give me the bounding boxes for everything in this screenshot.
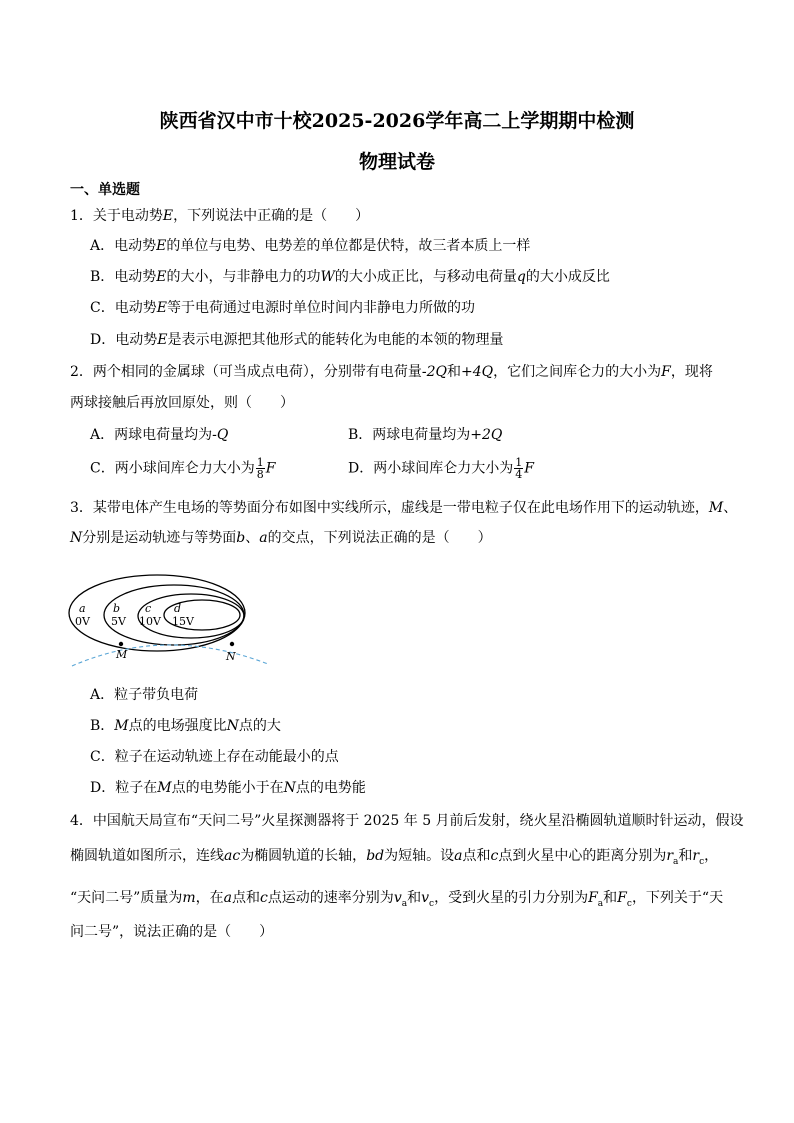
q4-l2-end: ， <box>704 848 719 864</box>
q2-c-num: 1 <box>256 456 264 469</box>
q2-d-fraction <box>514 457 523 480</box>
q2-c-fraction <box>256 457 265 480</box>
q4-l3-and: 和 <box>407 890 422 906</box>
q3-option-c[interactable]: C．粒子在运动轨迹上存在动能最小的点 <box>90 749 339 765</box>
q4-l2-mid4: 点到火星中心的距离分别为 <box>498 848 667 864</box>
q3-option-a[interactable]: A．粒子带负电荷 <box>90 687 199 703</box>
q4-l2-c: c <box>490 848 499 864</box>
q1-b-var2: W <box>320 269 335 285</box>
q3-b-mid: 点的电场强度比 <box>128 718 227 734</box>
q3-d-end: 点的电势能 <box>295 780 366 796</box>
q3-l2-end: 的交点，下列说法正确的是（ ） <box>267 530 492 546</box>
label-b: b <box>113 602 121 615</box>
q2-l1-end: ，现将 <box>670 364 713 380</box>
q1-stem-text: 1．关于电动势 <box>70 208 163 224</box>
q2-b-val: +2Q <box>470 427 503 443</box>
q2-d-num: 1 <box>515 456 523 469</box>
q4-l3-vc: v <box>421 890 430 906</box>
q3-l2-N: N <box>70 530 83 546</box>
q3-l1-sep: 、 <box>723 500 738 516</box>
q4-l3-a: a <box>223 890 232 906</box>
q4-l2-ra: r <box>666 848 674 864</box>
point-M-dot <box>119 642 123 646</box>
q2-option-b[interactable] <box>348 425 502 445</box>
q1-a-end: 的单位与电势、电势差的单位都是伏特，故三者本质上一样 <box>166 238 531 254</box>
q3-stem-line1 <box>70 498 737 518</box>
q4-l3-vc-sub: c <box>429 898 435 909</box>
q3-l2-b: b <box>236 530 246 546</box>
q2-d-F: F <box>524 460 534 477</box>
q3-l2-sep: 、 <box>245 530 260 546</box>
q2-l1-q2: +4Q <box>461 364 494 380</box>
q2-d-text: D．两小球间库仑力大小为 <box>348 460 514 477</box>
label-a: a <box>79 602 86 615</box>
q4-l3-mid3: 点运动的速率分别为 <box>267 890 394 906</box>
q4-l3-text: “天问二号”质量为 <box>70 890 183 906</box>
q4-l3-Fc: F <box>617 890 627 906</box>
q4-l3-and2: 和 <box>603 890 618 906</box>
q2-stem-line1 <box>70 362 713 382</box>
label-c: c <box>145 602 152 615</box>
q4-l3-mid4: ，受到火星的引力分别为 <box>434 890 589 906</box>
q1-b-mid1: 的大小，与非静电力的功 <box>166 269 321 285</box>
q4-l3-va: v <box>393 890 402 906</box>
particle-trajectory <box>72 645 268 666</box>
q2-c-text: C．两小球间库仑力大小为 <box>90 460 255 477</box>
q3-l2-mid: 分别是运动轨迹与等势面 <box>82 530 237 546</box>
q4-l3-m: m <box>182 890 196 906</box>
q1-stem <box>70 206 369 226</box>
q4-l2-mid2: 为短轴。设 <box>384 848 455 864</box>
q2-a-text: A．两球电荷量均为 <box>90 427 213 443</box>
q1-stem-end: ，下列说法中正确的是（ ） <box>173 208 370 224</box>
q3-l2-a: a <box>259 530 268 546</box>
q4-stem-line3 <box>70 888 723 914</box>
q1-option-c[interactable] <box>90 298 475 318</box>
voltage-c: 10V <box>139 615 161 628</box>
voltage-a: 0V <box>75 615 90 628</box>
q2-l1-and: 和 <box>447 364 462 380</box>
q3-d-mid: 点的电势能小于在 <box>171 780 284 796</box>
q4-l2-and: 和 <box>678 848 693 864</box>
q2-option-c[interactable] <box>90 457 275 480</box>
q4-stem-line2 <box>70 846 718 872</box>
q4-stem-line1: 4．中国航天局宣布“天问二号”火星探测器将于 2025 年 5 月前后发射，绕火星沿椭圆轨道顺时针运动，假设 <box>70 813 744 829</box>
q1-d-end: 是表示电源把其他形式的能转化为电能的本领的物理量 <box>167 332 504 348</box>
q2-d-den: 4 <box>515 468 523 481</box>
q3-d-text: D．粒子在 <box>90 780 158 796</box>
q2-option-a[interactable] <box>90 425 228 445</box>
q4-l3-mid2: 点和 <box>231 890 260 906</box>
q1-c-var: E <box>156 300 167 316</box>
q2-a-val: -Q <box>212 427 229 443</box>
equipotential-figure <box>66 570 276 670</box>
q2-option-d[interactable] <box>348 457 534 480</box>
q4-l2-ac: ac <box>224 848 241 864</box>
q4-l2-mid3: 点和 <box>462 848 491 864</box>
voltage-d: 15V <box>172 615 194 628</box>
q3-b-end: 点的大 <box>238 718 281 734</box>
q1-option-d[interactable] <box>90 330 503 350</box>
q2-b-text: B．两球电荷量均为 <box>348 427 471 443</box>
q3-d-N: N <box>283 780 296 796</box>
q3-b-M: M <box>114 718 129 734</box>
q3-b-text: B． <box>90 718 115 734</box>
voltage-b: 5V <box>111 615 126 628</box>
q4-stem-line4: 问二号”，说法正确的是（ ） <box>70 924 274 940</box>
q2-c-F: F <box>265 460 276 477</box>
q4-l3-c: c <box>259 890 268 906</box>
q1-c-text: C．电动势 <box>90 300 157 316</box>
q4-l3-Fc-sub: c <box>626 898 632 909</box>
q3-l1-M: M <box>708 500 724 516</box>
q1-a-var: E <box>156 238 167 254</box>
q4-l2-ra-sub: a <box>673 856 679 867</box>
q1-d-var: E <box>157 332 168 348</box>
q4-l2-rc: r <box>692 848 700 864</box>
q1-stem-var: E <box>162 208 174 224</box>
q4-l3-va-sub: a <box>401 898 408 909</box>
q3-option-b[interactable] <box>90 716 281 736</box>
q1-option-b[interactable] <box>90 267 610 287</box>
point-N-dot <box>230 642 234 646</box>
q2-l1-q1: -2Q <box>421 364 448 380</box>
q3-stem-line2 <box>70 528 492 548</box>
q2-l1-text: 2．两个相同的金属球（可当成点电荷），分别带有电荷量 <box>70 364 422 380</box>
q1-option-a[interactable] <box>90 236 530 256</box>
q3-option-d[interactable] <box>90 778 366 798</box>
q3-b-N: N <box>226 718 239 734</box>
q1-d-text: D．电动势 <box>90 332 158 348</box>
q2-c-den: 8 <box>256 468 264 481</box>
point-N-label: N <box>226 650 236 663</box>
q2-stem-line2: 两球接触后再放回原处，则（ ） <box>70 395 294 411</box>
exam-subtitle: 物理试卷 <box>358 151 435 173</box>
q3-d-M: M <box>157 780 172 796</box>
exam-title: 陕西省汉中市十校2025-2026学年高二上学期期中检测 <box>159 110 635 132</box>
q1-c-end: 等于电荷通过电源时单位时间内非静电力所做的功 <box>166 300 475 316</box>
q4-l3-mid: ，在 <box>195 890 224 906</box>
q2-l1-F: F <box>661 364 671 380</box>
q4-l3-Fa-sub: a <box>597 898 604 909</box>
q4-l2-bd: bd <box>366 848 385 864</box>
q1-b-mid2: 的大小成正比，与移动电荷量 <box>334 269 517 285</box>
label-d: d <box>174 602 182 615</box>
q4-l3-Fa: F <box>588 890 598 906</box>
q1-b-var: E <box>156 269 167 285</box>
q4-l2-a: a <box>454 848 463 864</box>
section-label: 一、单选题 <box>70 182 140 198</box>
q1-a-text: A．电动势 <box>90 238 157 254</box>
q3-l1-text: 3．某带电体产生电场的等势面分布如图中实线所示，虚线是一带电粒子仅在此电场作用下的运动轨迹， <box>70 500 709 516</box>
q4-l2-rc-sub: c <box>699 856 705 867</box>
q2-l1-mid: ，它们之间库仑力的大小为 <box>493 364 662 380</box>
q1-b-end: 的大小成反比 <box>525 269 610 285</box>
q1-b-var3: q <box>516 269 526 285</box>
q4-l2-mid: 为椭圆轨道的长轴， <box>240 848 367 864</box>
q4-l3-end: ，下列关于“天 <box>631 890 724 906</box>
q4-l2-text: 椭圆轨道如图所示，连线 <box>70 848 224 864</box>
q1-b-text: B．电动势 <box>90 269 157 285</box>
point-M-label: M <box>116 648 128 661</box>
